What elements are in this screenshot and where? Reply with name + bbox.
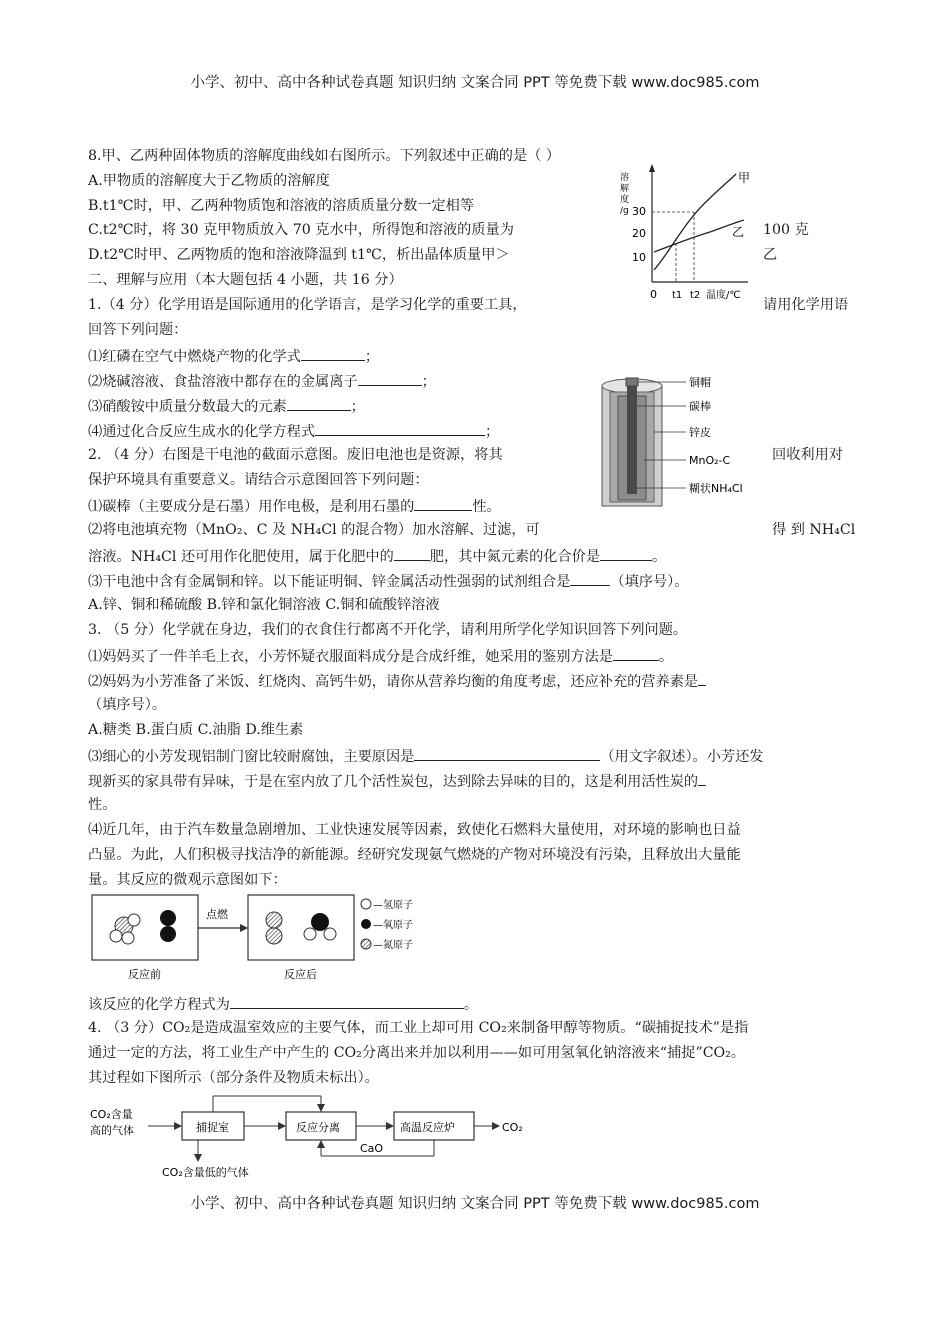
battery-label-cap: 铜帽 (689, 376, 711, 389)
q3-part-3 (88, 747, 763, 765)
q1-part-4 (88, 422, 499, 440)
q4-line-1: 4. （3 分）CO₂是造成温室效应的主要气体，而工业上却可用 CO₂来制备甲醇等物质。“碳捕捉技术”是指 (88, 1020, 749, 1036)
q1-part-2 (88, 372, 436, 390)
section-2-title: 二、理解与应用（本大题包括 4 小题，共 16 分） (88, 272, 403, 288)
q1-part-3 (88, 397, 365, 415)
answer-blank[interactable] (414, 497, 472, 511)
q3-part-2 (88, 672, 706, 690)
q3-part-4-a: ⑷近几年，由于汽车数量急剧增加、工业快速发展等因素，致使化石燃料大量使用，对环境的影响也日益 (88, 822, 741, 838)
answer-blank[interactable] (315, 422, 485, 436)
q8-option-a: A.甲物质的溶解度大于乙物质的溶解度 (88, 173, 330, 189)
graph-ylabel-4: /g (620, 206, 629, 216)
answer-blank[interactable] (698, 672, 706, 686)
flow-box-furnace: 高温反应炉 (400, 1121, 455, 1134)
graph-xtick-t1: t1 (672, 290, 683, 301)
q4-line-3: 其过程如下图所示（部分条件及物质未标出）。 (88, 1070, 379, 1086)
q2-stem: 2. （4 分）右图是干电池的截面示意图。废旧电池也是资源，将其 (88, 447, 503, 463)
graph-label-jia: 甲 (738, 171, 751, 185)
semicolon: ； (350, 399, 365, 415)
q3-part-3-cont (88, 772, 706, 790)
q3-part-2-end: （填序号）。 (88, 697, 167, 713)
answer-blank[interactable] (358, 372, 422, 386)
solubility-graph (620, 160, 760, 305)
q8-option-b: B.t1℃时，甲、乙两种物质饱和溶液的溶质质量分数一定相等 (88, 198, 475, 214)
q1-part-3-text: ⑶硝酸铵中质量分数最大的元素 (88, 399, 287, 415)
battery-diagram (596, 376, 772, 512)
q2-stem-tail: 回收利用对 (772, 447, 843, 463)
answer-blank[interactable] (301, 347, 365, 361)
graph-ylabel-2: 解 (620, 184, 630, 194)
q3-equation-end: 。 (463, 997, 479, 1013)
q8-option-c: C.t2℃时，将 30 克甲物质放入 70 克水中，所得饱和溶液的质量为 (88, 222, 514, 238)
q3-part-2-text: ⑵妈妈为小芳准备了米饭、红烧肉、高钙牛奶，请你从营养均衡的角度考虑，还应补充的营养素是 (88, 674, 699, 690)
graph-label-yi: 乙 (732, 225, 745, 239)
flow-cao: CaO (360, 1142, 384, 1155)
semicolon: ； (364, 349, 380, 365)
graph-ytick-20: 20 (632, 227, 646, 240)
semicolon: ； (485, 424, 500, 440)
q2-part-1-end: 性。 (472, 499, 501, 515)
q4-line-2: 通过一定的方法，将工业生产中产生的 CO₂分离出来并加以利用——如可用氢氧化钠溶液来“捕捉”CO₂。 (88, 1045, 746, 1061)
page-header: 小学、初中、高中各种试卷真题 知识归纳 文案合同 PPT 等免费下载 www.doc985.com (190, 75, 760, 91)
graph-ytick-30: 30 (632, 205, 646, 218)
answer-blank[interactable] (600, 547, 652, 561)
q1-part-1 (88, 347, 379, 365)
q3-part-3-text-b: 现新买的家具带有异味，于是在室内放了几个活性炭包，达到除去异味的目的，这是利用活性炭的 (88, 774, 699, 790)
flow-output: CO₂ (502, 1121, 523, 1134)
q3-part-3-end: 性。 (88, 797, 117, 813)
battery-label-zinc: 锌皮 (689, 426, 711, 439)
graph-ylabel-3: 度 (620, 195, 630, 205)
q2-part-1 (88, 497, 501, 515)
q2-part-3-text: ⑶干电池中含有金属铜和锌。以下能证明铜、锌金属活动性强弱的试剂组合是 (88, 574, 571, 590)
q3-part-3-text: ⑶细心的小芳发现铝制门窗比较耐腐蚀，主要原因是 (88, 749, 415, 765)
answer-blank[interactable] (414, 747, 600, 761)
flow-input-2: 高的气体 (90, 1124, 134, 1137)
q3-equation-text: 该反应的化学方程式为 (88, 997, 230, 1013)
q2-part-2-end: 。 (652, 549, 667, 565)
flow-input-1: CO₂含量 (90, 1108, 133, 1121)
q2-stem-2: 保护环境具有重要意义。请结合示意图回答下列问题： (88, 472, 429, 488)
q2-part-2: ⑵将电池填充物（MnO₂、C 及 NH₄Cl 的混合物）加水溶解、过滤，可 (88, 522, 540, 538)
legend-oxygen: —氧原子 (373, 920, 413, 931)
q3-part-4-c: 量。其反应的微观示意图如下： (88, 872, 287, 888)
q2-part-2-text: 溶液。NH₄Cl 还可用作化肥使用，属于化肥中的 (88, 549, 394, 565)
q3-part-1-end: 。 (658, 649, 674, 665)
q2-part-2-text-b: 肥，其中氮元素的化合价是 (429, 549, 601, 565)
battery-label-mno2: MnO₂-C (689, 454, 731, 467)
graph-xtick-0: 0 (650, 288, 657, 301)
graph-xtick-t2: t2 (690, 290, 701, 301)
flow-box-separate: 反应分离 (296, 1121, 340, 1134)
curve-jia (654, 174, 736, 270)
q3-part-3-mid: （用文字叙述）。小芳还发 (600, 749, 764, 765)
legend-hydrogen: —氢原子 (373, 900, 413, 911)
semicolon: ； (421, 374, 436, 390)
carbon-capture-flow (88, 1090, 528, 1188)
curve-yi (654, 220, 744, 252)
answer-blank[interactable] (287, 397, 351, 411)
q8-option-c-tail: 100 克 (763, 222, 809, 238)
q1-part-1-text: ⑴红磷在空气中燃烧产物的化学式 (88, 349, 301, 365)
q1-stem-tail: 请用化学用语 (763, 297, 849, 313)
q2-part-2-tail: 得 到 NH₄Cl (772, 522, 856, 538)
q3-part-1-text: ⑴妈妈买了一件羊毛上衣，小芳怀疑衣服面料成分是合成纤维，她采用的鉴别方法是 (88, 649, 613, 665)
answer-blank[interactable] (613, 647, 659, 661)
q1-part-4-text: ⑷通过化合反应生成水的化学方程式 (88, 424, 316, 440)
q1-stem-2: 回答下列问题： (88, 322, 188, 338)
q3-options: A.糖类 B.蛋白质 C.油脂 D.维生素 (88, 722, 304, 738)
label-before: 反应前 (128, 968, 161, 981)
answer-blank[interactable] (570, 572, 610, 586)
legend-nitrogen: —氮原子 (373, 940, 413, 951)
q8-option-d-tail: 乙 (763, 247, 778, 263)
q2-part-1-text: ⑴碳棒（主要成分是石墨）用作电极，是利用石墨的 (88, 499, 415, 515)
graph-ytick-10: 10 (632, 251, 646, 264)
reaction-diagram (88, 890, 433, 985)
battery-label-rod: 碳棒 (689, 400, 711, 413)
q1-stem: 1.（4 分）化学用语是国际通用的化学语言，是学习化学的重要工具， (88, 297, 527, 313)
graph-xlabel: 温度/℃ (706, 290, 741, 301)
q8-option-d: D.t2℃时甲、乙两物质的饱和溶液降温到 t1℃，析出晶体质量甲＞ (88, 247, 510, 263)
battery-label-nh4cl: 糊状NH₄Cl (689, 482, 743, 495)
q2-part-3-end: （填序号）。 (610, 574, 689, 590)
answer-blank[interactable] (698, 772, 706, 786)
label-after: 反应后 (284, 968, 317, 981)
q2-part-2-cont (88, 547, 666, 565)
q3-equation (88, 995, 478, 1013)
q2-options: A.锌、铜和稀硫酸 B.锌和氯化铜溶液 C.铜和硫酸锌溶液 (88, 597, 440, 613)
q3-part-1 (88, 647, 673, 665)
flow-low-gas: CO₂含量低的气体 (162, 1166, 249, 1179)
q8-stem: 8.甲、乙两种固体物质的溶解度曲线如右图所示。下列叙述中正确的是（ ） (88, 148, 561, 164)
reaction-arrow-label: 点燃 (206, 908, 228, 921)
q1-part-2-text: ⑵烧碱溶液、食盐溶液中都存在的金属离子 (88, 374, 358, 390)
answer-blank[interactable] (230, 995, 464, 1009)
answer-blank[interactable] (394, 547, 430, 561)
graph-ylabel-1: 溶 (620, 173, 630, 183)
page-footer: 小学、初中、高中各种试卷真题 知识归纳 文案合同 PPT 等免费下载 www.doc985.com (190, 1196, 760, 1212)
q3-part-4-b: 凸显。为此，人们积极寻找洁净的新能源。经研究发现氨气燃烧的产物对环境没有污染，且释放出大量能 (88, 847, 741, 863)
q3-stem: 3. （5 分）化学就在身边，我们的衣食住行都离不开化学，请利用所学化学知识回答下列问题。 (88, 622, 688, 638)
flow-box-capture: 捕捉室 (196, 1121, 229, 1134)
q2-part-3 (88, 572, 688, 590)
